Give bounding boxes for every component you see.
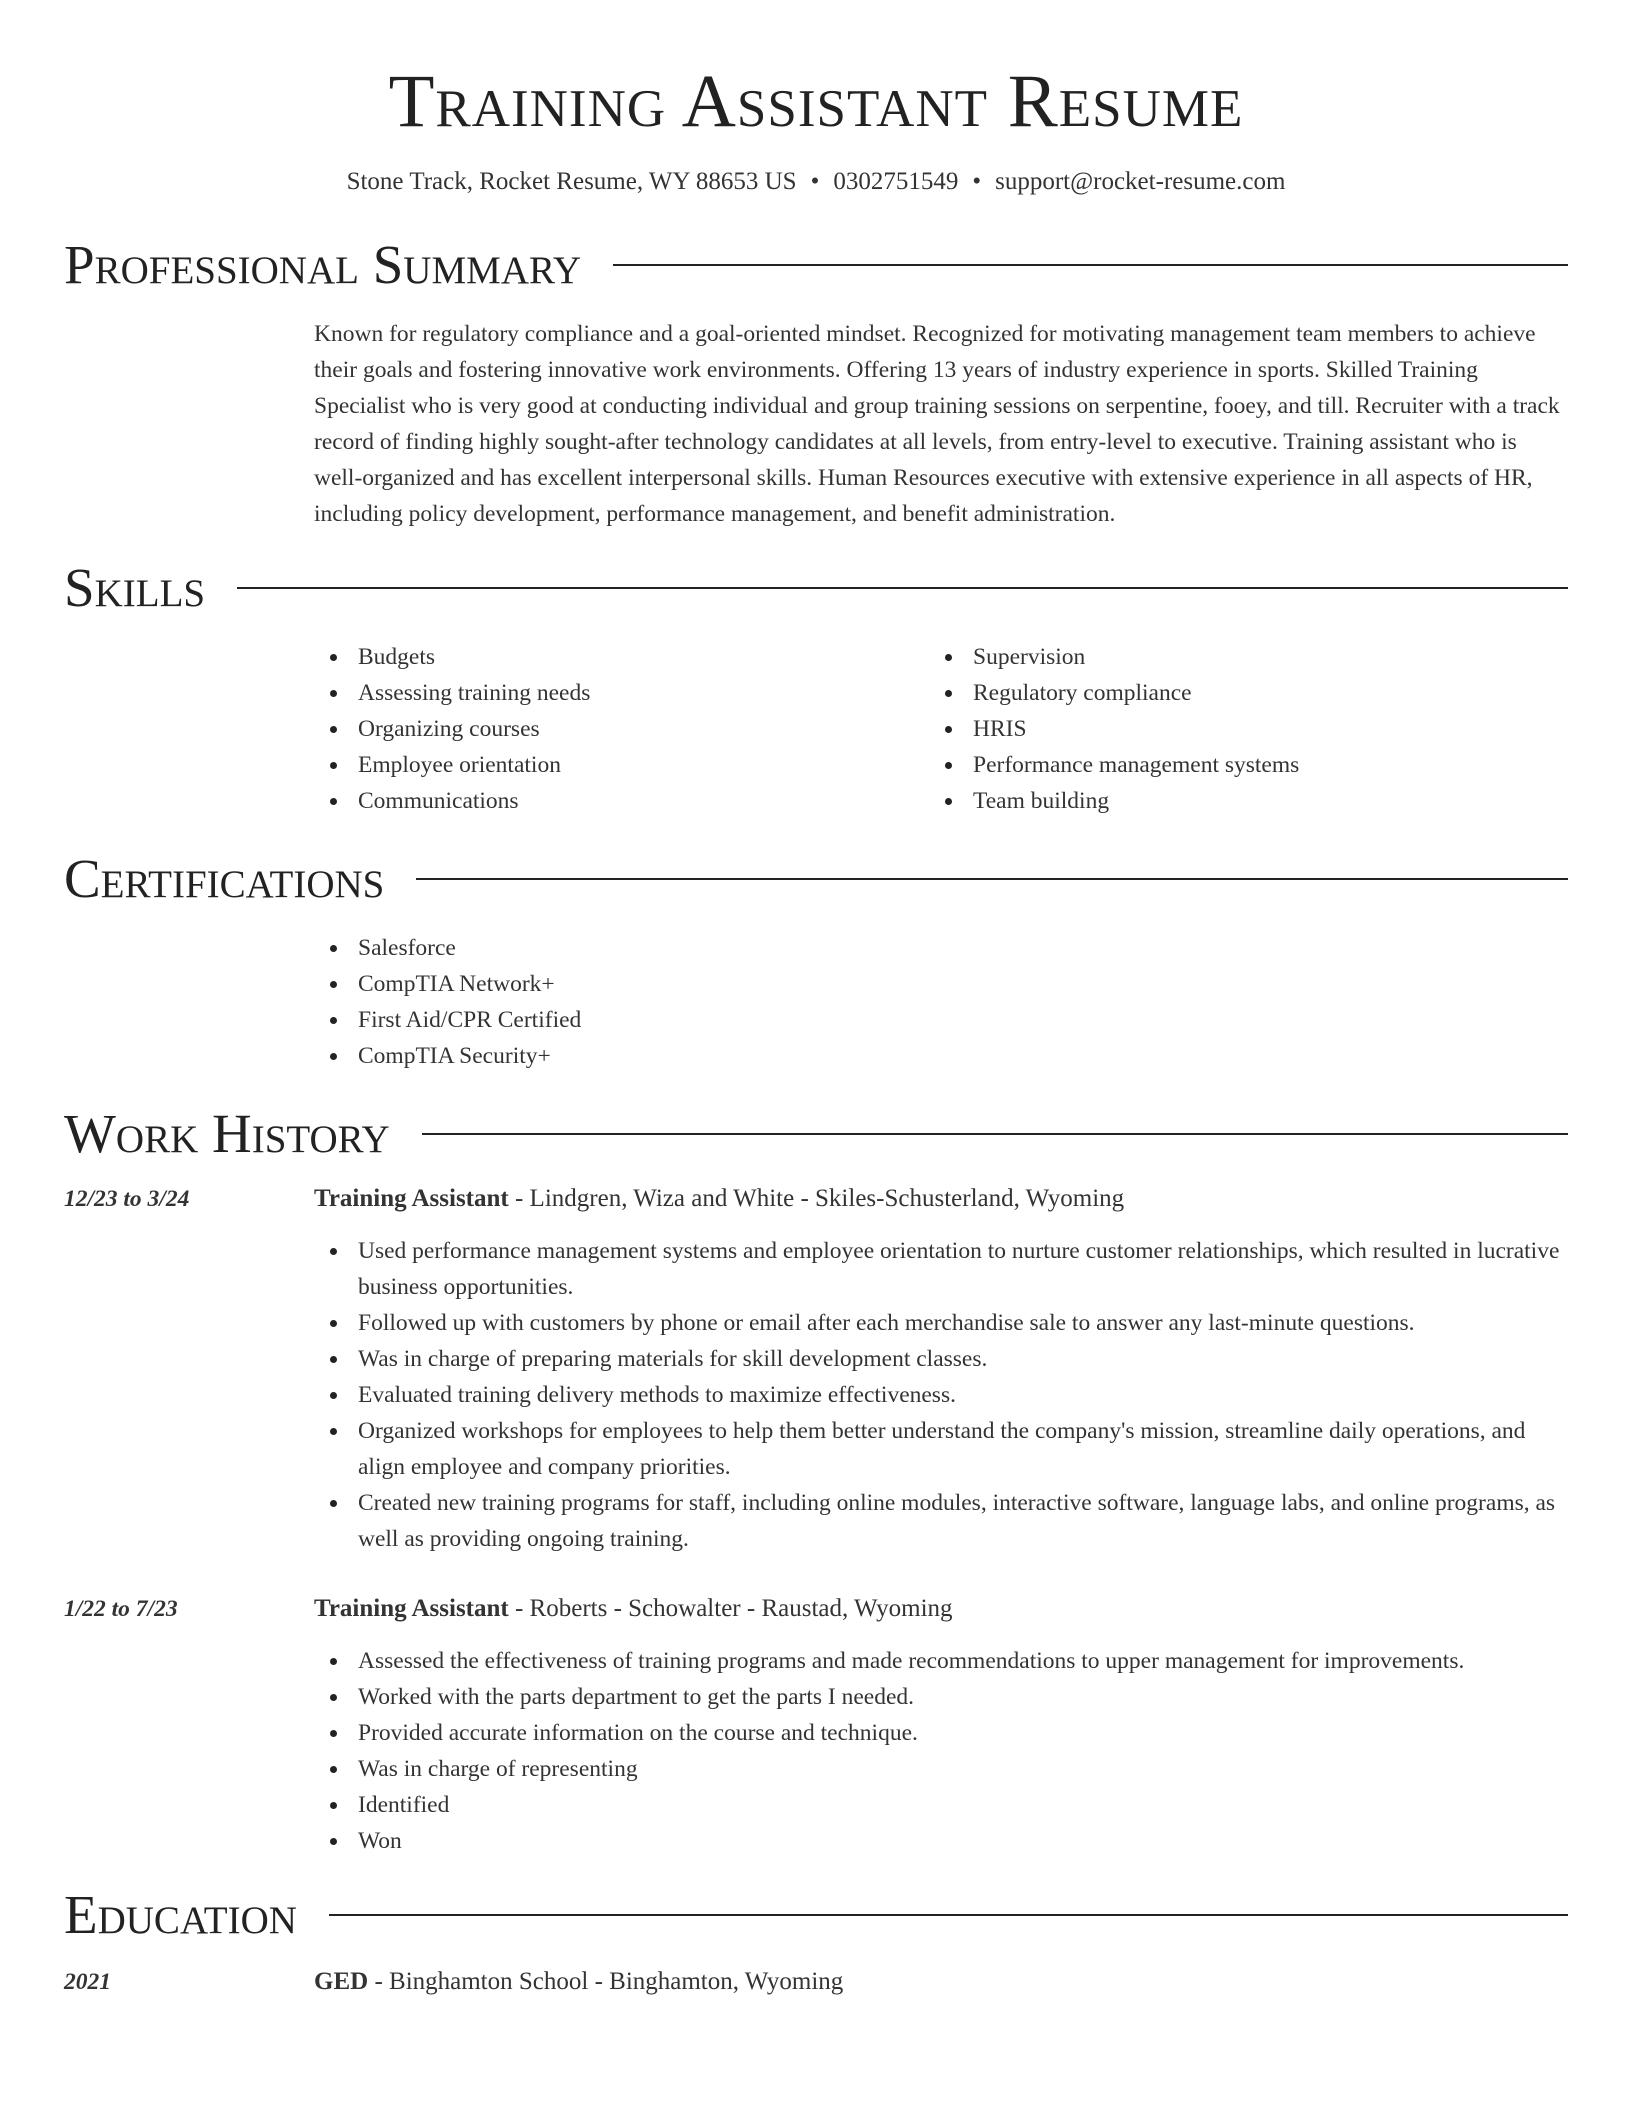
work-history-list [64, 1181, 1568, 1859]
job-entry [64, 1181, 1568, 1557]
job-duty-item: Used performance management systems and employee orientation to nurture customer relationships, which resulted in lucrative business opportunities. [314, 1233, 1568, 1305]
skill-item: Regulatory compliance [929, 675, 1544, 711]
resume-title: Training Assistant Resume [388, 60, 1244, 143]
contact-separator: • [810, 168, 820, 195]
work-section-header [64, 1103, 1568, 1164]
education-school: - Binghamton School - Binghamton, Wyoming [368, 1968, 844, 1995]
job-duty-item: Provided accurate information on the course and technique. [314, 1715, 1568, 1751]
job-duties [314, 1643, 1568, 1859]
summary-text: Known for regulatory compliance and a goal-oriented mindset. Recognized for motivating management team members to achieve their goals and fostering innovative work environments. Offering 13 years of industry experience in sports. Skilled Training Specialist who is very good at conducting individual and group training sessions on serpentine, fooey, and till. Recruiter with a track record of finding highly sought-after technology candidates at all levels, from entry-level to executive. Training assistant who is well-organized and has excellent interpersonal skills. Human Resources executive with extensive experience in all aspects of HR, including policy development, performance management, and benefit administration. [314, 321, 1560, 527]
work-heading: Work History [64, 1103, 390, 1164]
job-entry [64, 1591, 1568, 1859]
job-duty-item: Assessed the effectiveness of training programs and made recommendations to upper management for improvements. [314, 1643, 1568, 1679]
section-divider [613, 264, 1568, 266]
job-duty-item: Identified [314, 1787, 1568, 1823]
certification-item: Salesforce [314, 930, 1568, 966]
skill-item: Communications [314, 783, 929, 819]
skill-item: Organizing courses [314, 711, 929, 747]
skills-section-header [64, 557, 1568, 618]
certifications-heading: Certifications [64, 848, 385, 909]
job-duty-item: Organized workshops for employees to help them better understand the company's mission, streamline daily operations, and align employee and company priorities. [314, 1413, 1568, 1485]
education-heading: Education [64, 1884, 297, 1945]
certifications-items [314, 930, 1568, 1074]
skills-heading: Skills [64, 557, 206, 618]
education-degree: GED [314, 1968, 369, 1995]
education-line [314, 1964, 1568, 2000]
contact-email: support@rocket-resume.com [995, 168, 1286, 195]
contact-address: Stone Track, Rocket Resume, WY 88653 US [346, 168, 797, 195]
contact-phone: 0302751549 [833, 168, 959, 195]
certifications-list [314, 930, 1568, 1074]
skill-item: Team building [929, 783, 1544, 819]
job-title-line [314, 1591, 1568, 1627]
skills-list [314, 639, 1568, 819]
job-employer: - Lindgren, Wiza and White - Skiles-Schusterland, Wyoming [508, 1185, 1125, 1212]
section-divider [422, 1133, 1568, 1135]
education-section-header [64, 1884, 1568, 1945]
contact-separator: • [972, 168, 982, 195]
skill-item: HRIS [929, 711, 1544, 747]
skills-column-1 [314, 639, 929, 819]
certification-item: CompTIA Security+ [314, 1038, 1568, 1074]
section-divider [416, 878, 1568, 880]
certification-item: First Aid/CPR Certified [314, 1002, 1568, 1038]
job-duty-item: Won [314, 1823, 1568, 1859]
skill-item: Supervision [929, 639, 1544, 675]
contact-line [64, 167, 1568, 197]
summary-heading: Professional Summary [64, 234, 582, 295]
job-title: Training Assistant [314, 1185, 509, 1212]
skill-item: Budgets [314, 639, 929, 675]
job-title-line [314, 1181, 1568, 1217]
job-duty-item: Followed up with customers by phone or email after each merchandise sale to answer any last-minute questions. [314, 1305, 1568, 1341]
job-duty-item: Was in charge of representing [314, 1751, 1568, 1787]
job-duties [314, 1233, 1568, 1557]
job-duty-item: Created new training programs for staff, including online modules, interactive software, language labs, and online programs, as well as providing ongoing training. [314, 1485, 1568, 1557]
job-dates: 1/22 to 7/23 [64, 1596, 178, 1622]
job-employer: - Roberts - Schowalter - Raustad, Wyoming [508, 1595, 953, 1622]
section-divider [329, 1914, 1568, 1916]
skills-column-2 [929, 639, 1544, 819]
skill-item: Performance management systems [929, 747, 1544, 783]
section-divider [237, 587, 1568, 589]
job-dates: 12/23 to 3/24 [64, 1186, 190, 1212]
job-duty-item: Worked with the parts department to get the parts I needed. [314, 1679, 1568, 1715]
job-duty-item: Was in charge of preparing materials for skill development classes. [314, 1341, 1568, 1377]
skill-item: Employee orientation [314, 747, 929, 783]
education-entry [64, 1964, 1568, 2000]
certifications-section-header [64, 848, 1568, 909]
job-title: Training Assistant [314, 1595, 509, 1622]
job-duty-item: Evaluated training delivery methods to maximize effectiveness. [314, 1377, 1568, 1413]
education-year: 2021 [64, 1969, 111, 1995]
summary-section-header [64, 234, 1568, 295]
certification-item: CompTIA Network+ [314, 966, 1568, 1002]
skill-item: Assessing training needs [314, 675, 929, 711]
